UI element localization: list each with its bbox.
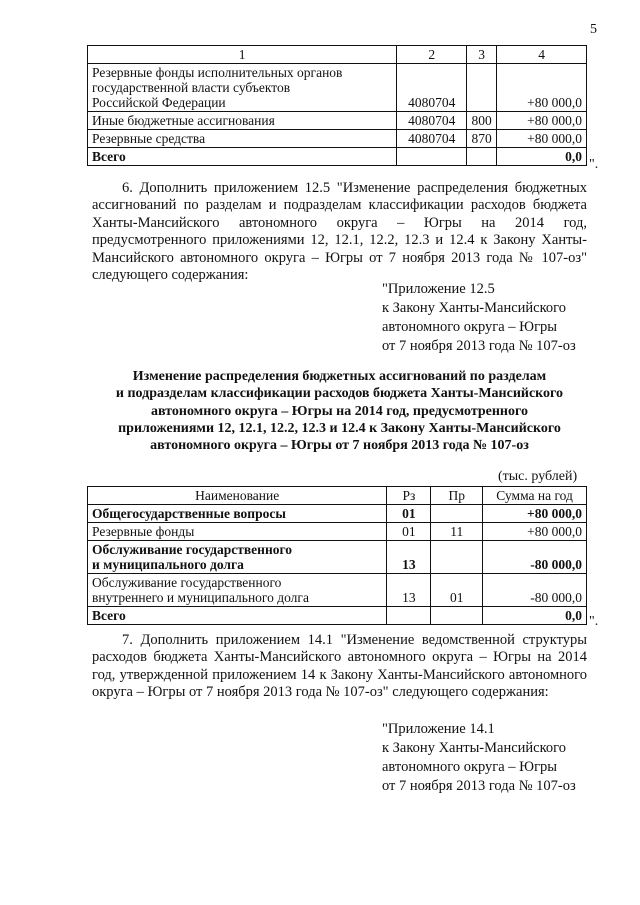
row-code <box>397 148 467 166</box>
row-subsection <box>431 607 483 625</box>
column-header-sum: Сумма на год <box>483 487 587 505</box>
column-header: 3 <box>467 46 497 64</box>
table-header-row <box>88 487 587 505</box>
table-total-row <box>88 607 587 625</box>
section-heading: Изменение распределения бюджетных ассигнований по разделам и подразделам классификации расходов бюджета Ханты-Мансийского автономного округа – Югры на 2014 год, предусмотренного приложениями 12, 12.1, 12.2, 12.3 и 12.4 к Закону Ханты-Мансийского автономного округа – Югры от 7 ноября 2013 года № 107-оз <box>115 369 564 454</box>
table-total-row <box>88 148 587 166</box>
row-sum: -80 000,0 <box>483 574 587 607</box>
row-section <box>387 607 431 625</box>
row-name: Обслуживание государственного внутреннего и муниципального долга <box>88 574 387 607</box>
closing-quote: ". <box>589 157 599 172</box>
closing-quote: ". <box>589 614 599 629</box>
table-row <box>88 112 587 130</box>
row-code: 4080704 <box>397 130 467 148</box>
row-sum: 0,0 <box>497 148 587 166</box>
table-row <box>88 505 587 523</box>
table-row <box>88 523 587 541</box>
row-name: Всего <box>88 607 387 625</box>
row-subsection <box>431 505 483 523</box>
column-header: 2 <box>397 46 467 64</box>
column-header: 4 <box>497 46 587 64</box>
row-code: 4080704 <box>397 112 467 130</box>
units-label: (тыс. рублей) <box>498 469 578 484</box>
row-section: 13 <box>387 574 431 607</box>
paragraph-6: 6. Дополнить приложением 12.5 "Изменение распределения бюджетных ассигнований по разделам и подразделам классификации расходов бюджета Ханты-Мансийского автономного округа – Югры на 2014 год, предусмотренного приложениями 12, 12.1, 12.2, 12.3 и 12.4 к Закону Ханты-Мансийского автономного округа – Югры от 7 ноября 2013 года № 107-оз" следующего содержания: <box>92 180 587 284</box>
row-name: Резервные фонды исполнительных органов государственной власти субъектов Российской Федерации <box>88 64 397 112</box>
row-sum: +80 000,0 <box>483 505 587 523</box>
column-header: 1 <box>88 46 397 64</box>
column-header-name: Наименование <box>88 487 387 505</box>
row-expense-type <box>467 148 497 166</box>
row-sum: +80 000,0 <box>497 112 587 130</box>
appendix-reference-14-1: "Приложение 14.1 к Закону Ханты-Мансийского автономного округа – Югры от 7 ноября 2013 года № 107-оз <box>382 721 576 794</box>
row-name: Общегосударственные вопросы <box>88 505 387 523</box>
row-name: Иные бюджетные ассигнования <box>88 112 397 130</box>
row-sum: -80 000,0 <box>483 541 587 574</box>
row-name: Обслуживание государственного и муниципального долга <box>88 541 387 574</box>
row-name: Резервные фонды <box>88 523 387 541</box>
table-row <box>88 64 587 112</box>
table-row <box>88 541 587 574</box>
row-subsection <box>431 541 483 574</box>
allocation-table <box>87 486 587 625</box>
row-subsection: 01 <box>431 574 483 607</box>
appendix-reference-12-5: "Приложение 12.5 к Закону Ханты-Мансийского автономного округа – Югры от 7 ноября 2013 года № 107-оз <box>382 281 576 354</box>
table-header-row <box>88 46 587 64</box>
row-subsection: 11 <box>431 523 483 541</box>
row-code: 4080704 <box>397 64 467 112</box>
paragraph-7: 7. Дополнить приложением 14.1 "Изменение ведомственной структуры расходов бюджета Ханты-Мансийского автономного округа – Югры на 2014 год, утвержденной приложением 14 к Закону Ханты-Мансийского автономного округа – Югры от 7 ноября 2013 года № 107-оз" следующего содержания: <box>92 632 587 701</box>
row-sum: +80 000,0 <box>497 64 587 112</box>
row-section: 13 <box>387 541 431 574</box>
expenditure-table-top <box>87 45 587 166</box>
column-header-subsection: Пр <box>431 487 483 505</box>
row-sum: 0,0 <box>483 607 587 625</box>
row-expense-type <box>467 64 497 112</box>
row-sum: +80 000,0 <box>497 130 587 148</box>
row-section: 01 <box>387 523 431 541</box>
row-name: Всего <box>88 148 397 166</box>
table-row <box>88 130 587 148</box>
row-section: 01 <box>387 505 431 523</box>
table-row <box>88 574 587 607</box>
row-expense-type: 870 <box>467 130 497 148</box>
row-sum: +80 000,0 <box>483 523 587 541</box>
column-header-section: Рз <box>387 487 431 505</box>
row-expense-type: 800 <box>467 112 497 130</box>
row-name: Резервные средства <box>88 130 397 148</box>
page-number: 5 <box>590 22 597 37</box>
